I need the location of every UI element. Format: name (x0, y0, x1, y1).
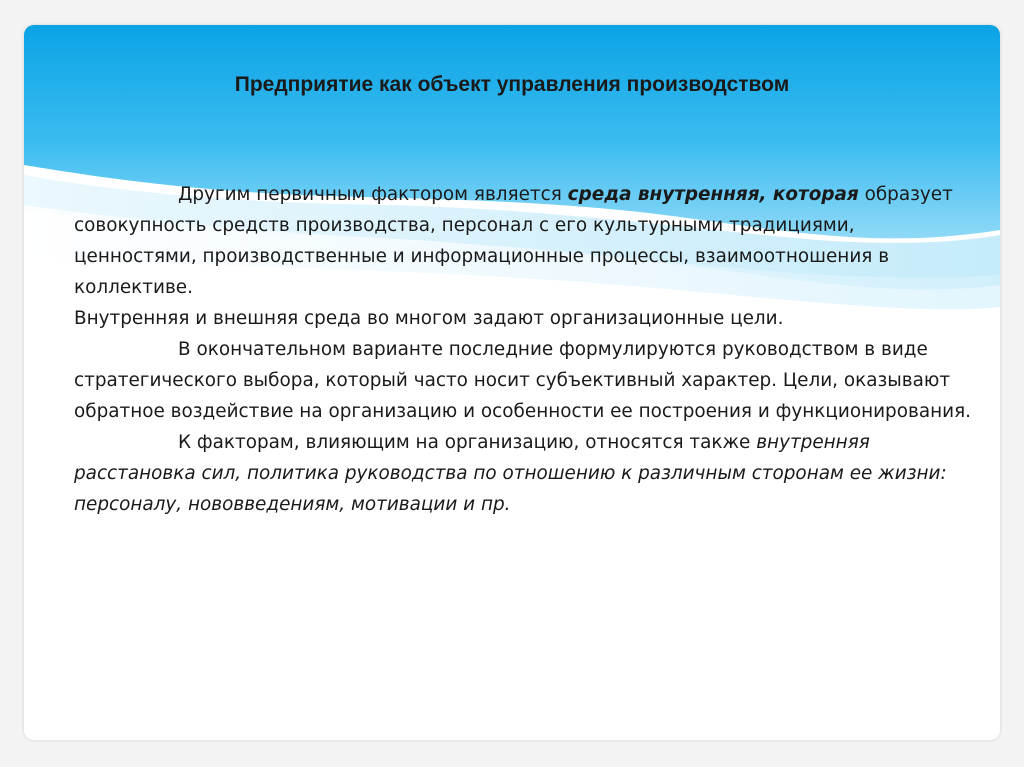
paragraph-factors (74, 427, 974, 520)
paragraph1-lead: Другим первичным фактором является (178, 184, 568, 205)
slide-title: Предприятие как объект управления производством (234, 73, 790, 96)
paragraph1-rest: образует совокупность средств производства, персонал с его культурными традициями, ценностями, производственные и информационные процессы, взаимоотношения в коллективе. (74, 184, 953, 298)
paragraph-strategic-choice (74, 334, 974, 427)
slide (24, 25, 1000, 740)
paragraph3-text: В окончательном варианте последние формулируются руководством в виде стратегического выбора, который часто носит субъективный характер. Цели, оказывают обратное воздействие на организацию и особенности ее построения и функционирования. (74, 339, 971, 422)
paragraph4-lead: К факторам, влияющим на организацию, относятся также (178, 432, 757, 453)
paragraph-goals: Внутренняя и внешняя среда во многом задают организационные цели. (74, 308, 784, 329)
paragraph-internal-environment (74, 179, 974, 303)
paragraph4-italic: внутренняя расстановка сил, политика руководства по отношению к различным сторонам ее жизни: персоналу, нововведениям, мотивации и пр. (74, 432, 947, 515)
slide-body (74, 179, 974, 520)
paragraph1-emphasis: среда внутренняя, которая (567, 184, 859, 205)
